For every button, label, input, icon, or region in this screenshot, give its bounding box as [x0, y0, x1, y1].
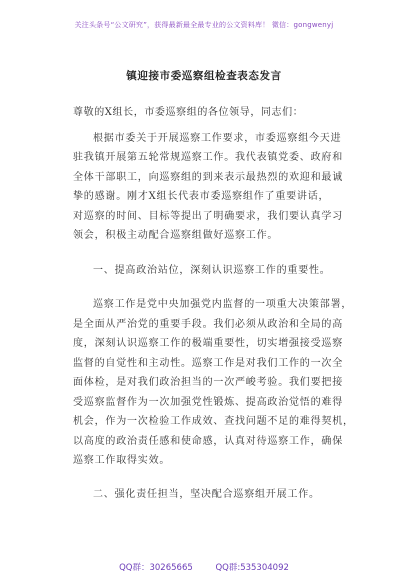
body-line: 全体干部职工，向巡察组的到来表示最热烈的欢迎和最诚	[73, 172, 343, 183]
body-line: 对巡察的时间、目标等提出了明确要求，我们要认真学习	[73, 211, 343, 222]
body-line: 监督的自觉性和主动性。巡察工作是对我们工作的一次全	[73, 358, 343, 369]
body-line: 面体检，是对我们政治担当的一次严峻考验。我们要把接	[73, 377, 343, 388]
body-line: 机会，作为一次检验工作成效、查找问题不足的难得契机，	[73, 416, 354, 427]
body-line: 是全面从严治党的重要手段。我们必须从政治和全局的高	[73, 319, 343, 330]
header-banner: 关注头条号“公文研究”，获得最新最全最专业的公文资料库！ 微信：gongwenyj	[74, 21, 334, 29]
body-line: 以高度的政治责任感和使命感，认真对待巡察工作，确保	[73, 436, 343, 447]
body-line: 受巡察监督作为一次加强党性锻炼、提高政治觉悟的难得	[73, 397, 343, 408]
page-title: 镇迎接市委巡察组检查表态发言	[126, 70, 282, 82]
body-line: 驻我镇开展第五轮常规巡察工作。我代表镇党委、政府和	[73, 152, 343, 163]
body-line: 挚的感谢。刚才X组长代表市委巡察组作了重要讲话，	[73, 191, 330, 202]
section-heading: 二、强化责任担当，坚决配合巡察组开展工作。	[93, 489, 320, 500]
qq-group-2: QQ群:535304092	[215, 563, 289, 573]
qq-group-1: QQ群：30265665	[119, 563, 193, 573]
body-line: 领会，积极主动配合巡察组做好巡察工作。	[73, 230, 279, 241]
footer-contacts	[0, 561, 408, 573]
body-line: 巡察工作是党中央加强党内监督的一项重大决策部署，	[93, 299, 353, 310]
section-heading: 一、提高政治站位，深刻认识巡察工作的重要性。	[93, 265, 331, 276]
body-line: 度，深刻认识巡察工作的极端重要性，切实增强接受巡察	[73, 338, 343, 349]
body-line: 巡察工作取得实效。	[73, 455, 171, 466]
body-line: 根据市委关于开展巡察工作要求，市委巡察组今天进	[93, 133, 342, 144]
salutation: 尊敬的X组长，市委巡察组的各位领导，同志们：	[73, 107, 304, 118]
